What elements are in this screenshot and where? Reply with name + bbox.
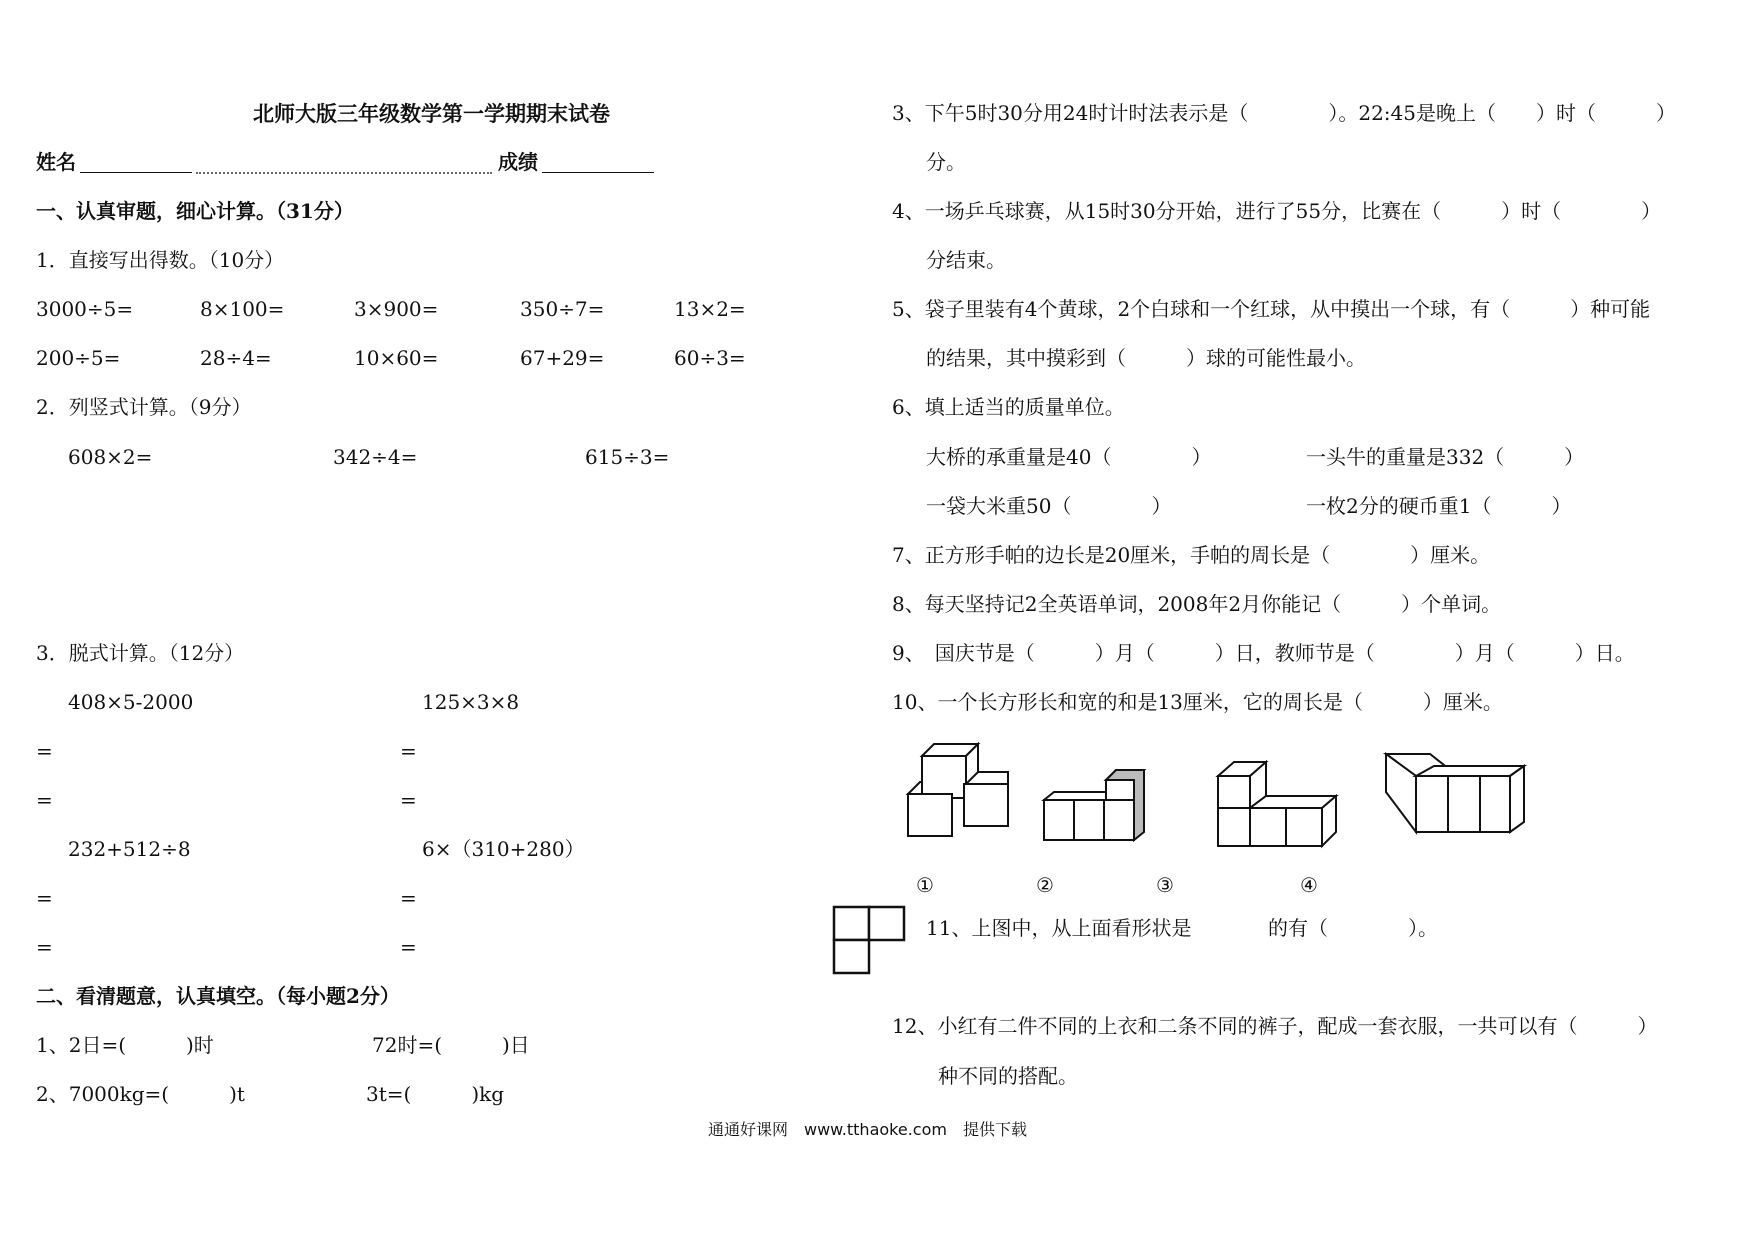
dotted-leader [196,172,492,174]
step-calc-item: 408×5-2000 [68,690,194,714]
equals-sign: = [36,935,53,959]
calc-item: 28÷4= [200,346,272,370]
figure-label: ② [1036,873,1054,897]
footer-credit: 通通好课网 www.tthaoke.com 提供下载 [708,1120,1027,1139]
cube-figure-3 [1218,760,1336,848]
step-calc-item: 125×3×8 [422,690,520,714]
section2-heading: 二、看清题意，认真填空。（每小题2分） [36,984,400,1008]
fill-q6-b: 一头牛的重量是332（ ） [1306,445,1585,469]
fill-q6-d: 一枚2分的硬币重1（ ） [1306,494,1572,518]
fill-q10: 10、一个长方形长和宽的和是13厘米，它的周长是（ ）厘米。 [892,690,1503,714]
calc-item: 200÷5= [36,346,121,370]
equals-sign: = [400,935,417,959]
calc-item: 3×900= [354,297,439,321]
q2-label: 2．列竖式计算。（9分） [36,395,252,419]
fill-q3-line1: 3、下午5时30分用24时计时法表示是（ ）。22:45是晚上（ ）时（ ） [892,101,1676,125]
cube-figure-4 [1386,752,1524,836]
cube-figure-2 [1044,768,1144,842]
step-calc-item: 6×（310+280） [422,837,585,861]
fill-q2b: 3t=( )kg [366,1082,505,1106]
fill-q6-a: 大桥的承重量是40（ ） [926,445,1212,469]
fill-q11-b: 的有（ ）。 [1268,916,1438,940]
vertical-calc-item: 608×2= [68,445,153,469]
cube-figure-1 [908,740,1014,836]
calc-item: 67+29= [520,346,605,370]
fill-q1a: 1、2日=( )时 [36,1033,214,1057]
name-label: 姓名 [36,150,76,174]
figure-label: ④ [1300,873,1318,897]
calc-item: 13×2= [674,297,746,321]
calc-item: 10×60= [354,346,439,370]
top-view-shape [832,905,906,975]
calc-item: 8×100= [200,297,285,321]
step-calc-item: 232+512÷8 [68,837,191,861]
fill-q4-line1: 4、一场乒乓球赛，从15时30分开始，进行了55分，比赛在（ ）时（ ） [892,199,1662,223]
fill-q5-line1: 5、袋子里装有4个黄球，2个白球和一个红球，从中摸出一个球，有（ ）种可能 [892,297,1651,321]
section1-heading: 一、认真审题，细心计算。（31分） [36,199,354,223]
fill-q6-c: 一袋大米重50（ ） [926,494,1172,518]
fill-q6-label: 6、填上适当的质量单位。 [892,395,1125,419]
score-underline [542,172,654,173]
fill-q9: 9、 国庆节是（ ）月（ ）日，教师节是（ ）月（ ）日。 [892,641,1635,665]
q1-label: 1．直接写出得数。（10分） [36,248,285,272]
fill-q11-a: 11、上图中，从上面看形状是 [926,916,1192,940]
fill-q8: 8、每天坚持记2全英语单词，2008年2月你能记（ ）个单词。 [892,592,1502,616]
equals-sign: = [36,788,53,812]
calc-item: 3000÷5= [36,297,134,321]
fill-q4-line2: 分结束。 [926,248,1006,272]
calc-item: 60÷3= [674,346,746,370]
fill-q12-line2: 种不同的搭配。 [938,1064,1078,1088]
fill-q12-line1: 12、小红有二件不同的上衣和二条不同的裤子，配成一套衣服，一共可以有（ ） [892,1014,1658,1038]
fill-q3-line2: 分。 [926,150,966,174]
fill-q1b: 72时=( )日 [372,1033,530,1057]
vertical-calc-item: 615÷3= [585,445,670,469]
equals-sign: = [36,886,53,910]
figure-label: ③ [1156,873,1174,897]
fill-q2a: 2、7000kg=( )t [36,1082,245,1106]
vertical-calc-item: 342÷4= [333,445,418,469]
equals-sign: = [400,886,417,910]
calc-item: 350÷7= [520,297,605,321]
equals-sign: = [400,788,417,812]
score-label: 成绩 [498,150,538,174]
figure-label: ① [916,873,934,897]
equals-sign: = [36,739,53,763]
page-title: 北师大版三年级数学第一学期期末试卷 [253,101,610,126]
fill-q5-line2: 的结果，其中摸彩到（ ）球的可能性最小。 [926,346,1366,370]
fill-q7: 7、正方形手帕的边长是20厘米，手帕的周长是（ ）厘米。 [892,543,1491,567]
equals-sign: = [400,739,417,763]
q3-label: 3．脱式计算。（12分） [36,641,245,665]
name-underline [80,172,192,173]
